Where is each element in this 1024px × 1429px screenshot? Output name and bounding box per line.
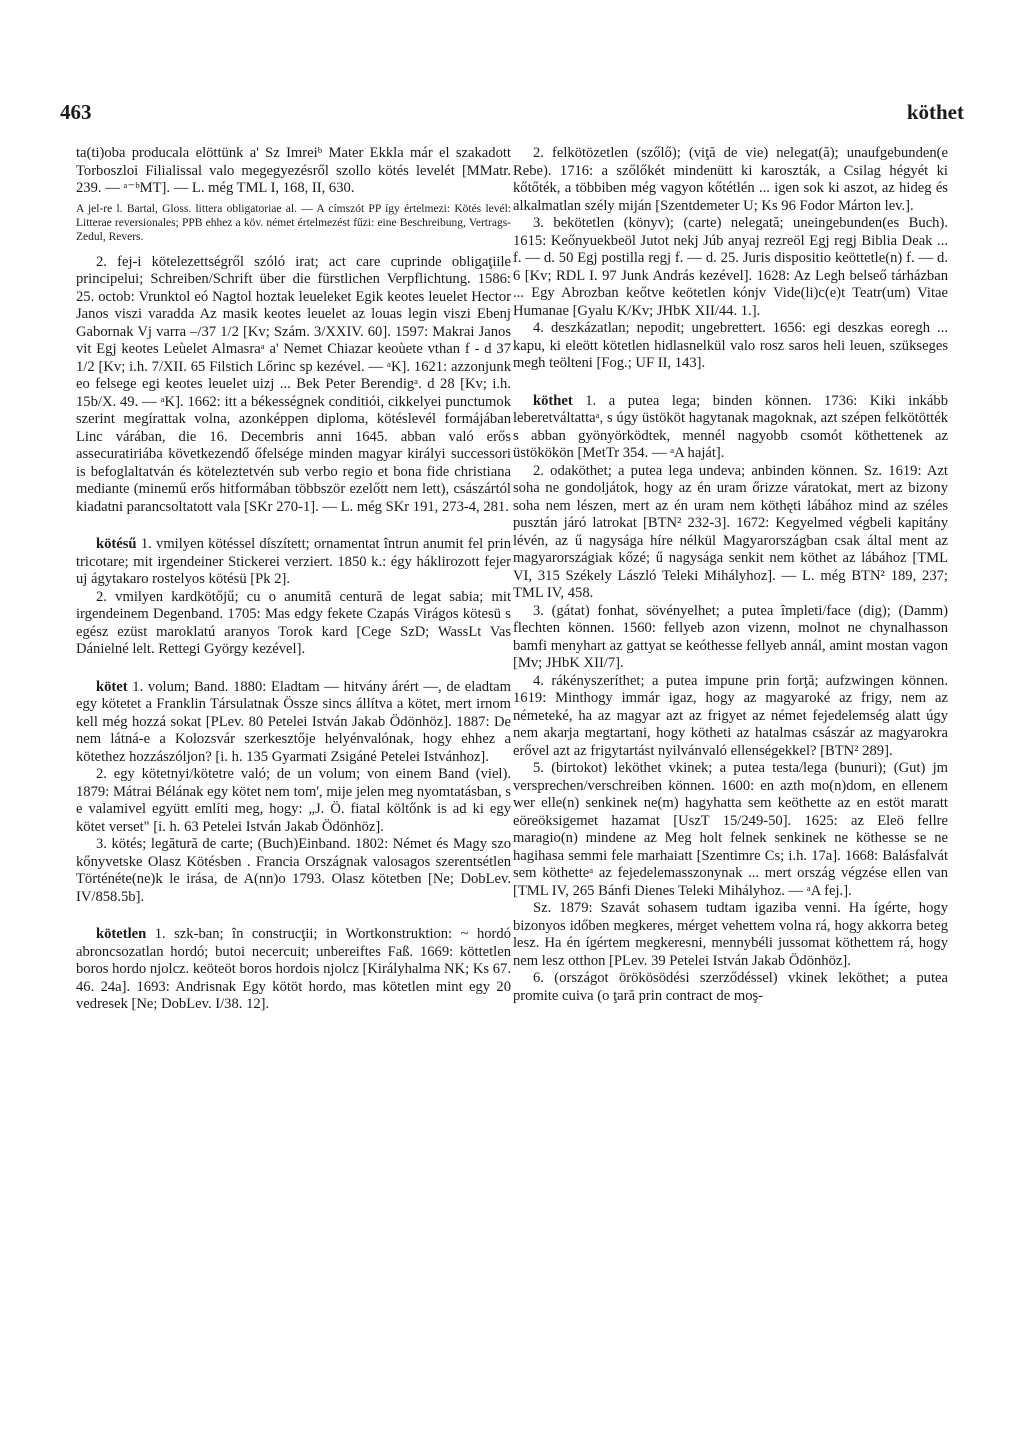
entry-kotet-2: 2. egy kötetnyi/kötetre való; de un volum; von einem Band (viel). 1879: Mátrai Bélának egy kötet nem tom', mije jelen meg nyomtatásban, s e valamivel együtt említi meg, hogy: „J. Ö. fiatal költőnk is ad ki egy kötet verset" [i. h. 63 Petelei István Jakab Ödönhöz]. bbox=[76, 766, 511, 835]
entry-kotetlen-3: 3. bekötetlen (könyv); (carte) nelegată; uneingebunden(es Buch). 1615: Keőnyuekbeöl Jutot nekj Júb anyaj rezreöl Egj regj Biblia Deak ... f. — d. 50 Egj postilla regj f. — d. 25. Juris dispositio keöttetle(n) f. — d. 6 [Kv; RDL I. 97 Junk András kezével]. 1628: Az Legh belseő tárházban ... Egy Abrozban keőtve keötetlen kónjv Vide(li)c(e)t Teatr(um) Vitae Humanae [Gyalu K/Kv; JHbK XII/44. 1.]. bbox=[513, 215, 948, 319]
entry-kotetlen-4: 4. deszkázatlan; nepodit; ungebrettert. 1656: egi deszkas eoregh ... kapu, ki eleött kötetlen hidlasnelkül valo rosz saros heli leuen, szükseges megh teölteni [Fog.; UF II, 143]. bbox=[513, 320, 948, 371]
intro-sense-2: 2. fej-i kötelezettségről szóló irat; act care cuprinde obligaţiile principelui; Schreiben/Schrift über die fürstlichen Verpflichtung. 1586: 25. octob: Vrunktol eó Nagtol hoztak leueleket Egik keotes leuelet Hector Janos viszi varadda Az masik keotes leuelet az louas legin viszi Ebenj Gabornak Vj varra –/37 1/2 [Kv; Szám. 3/XXIV. 60]. 1597: Makrai Janos vit Egj keotes Leùelet Almasraᵃ a' Nemet Chiazar keoùete vthan f - d 37 1/2 [Kv; i.h. 7/XII. 65 Filstich Lőrinc sp kezével. — ᵃK]. 1621: azzonjunk eo felsege egi keotes leuelet uizj ... Bek Peter Berendigᵃ. d 28 [Kv; i.h. 15b/X. 49. — ᵃK]. 1662: itt a békességnek conditiói, cikkelyei punctumok szerint megírattak volna, azonképpen diploma, kötéslevél formájában Linc várában, die 16. Decembris anni 1645. abban való erős assecuratiriába következendő őfelsége minden magyar királyi successori is befoglaltatván és köteleztetvén sub verbo regio et bona fide christiana mediante (minemű erős hitformában többször ezelőtt nem lett), császártól kiadatni parancsoltatott vala [SKr 270-1]. — L. még SKr 191, 273-4, 281. bbox=[76, 253, 511, 515]
headword: kötésű bbox=[96, 536, 137, 553]
entry-kothet-1: köthet 1. a putea lega; binden können. 1736: Kiki inkább leberetváltattaᵃ, s úgy üstököt hagytanak magoknak, azt szépen felkötötték s abban gyönyörködtek, mennél nagyobb csomót köthettenek az üstökökön [MetTr 354. — ᵃA haját]. bbox=[513, 392, 948, 461]
intro-text: ta(ti)oba producala elöttünk a' Sz Imreiᵇ Mater Ekkla már el szakadott Torboszloi Filialissal valo megegyezésről szollo kötés levelét [MMatr. 239. — ᵃ⁻ᵇMT]. — L. még TML I, 168, II, 630. bbox=[76, 145, 511, 196]
entry-kotetlen-1: kötetlen 1. szk-ban; în construcţii; in Wortkonstruktion: ~ hordó abroncsozatlan hordó; butoi necercuit; unbereiftes Faß. 1669: köttetlen boros hordo njolcz. keöteöt boros hordois njolcz [Királyhalma NK; Ks 67. 46. 24a]. 1693: Andrisnak Egy kötöt hordo, mas kötetlen mint egy 20 vedresek [Ne; DobLev. I/38. 12]. bbox=[76, 926, 511, 1013]
left-column bbox=[76, 145, 511, 1014]
page-number: 463 bbox=[60, 100, 92, 124]
headword: kötetlen bbox=[96, 926, 147, 943]
entry-kotetlen-2: 2. felkötözetlen (szőlő); (viţă de vie) nelegat(ă); unaufgebunden(e Rebe). 1716: a szőlőkét mindenütt ki karoszták, a Csilag hégyét ki kőtőték, a többiben még vagyon kőtétlén ... igen sok ki aszot, az hideg és alkalmatlan szély miján [Szentdemeter U; Ks 96 Fodor Márton lev.]. bbox=[513, 145, 948, 214]
entry-kothet-2: 2. odaköthet; a putea lega undeva; anbinden können. Sz. 1619: Azt soha ne gondoljátok, hogy az én uram őrizze váratokat, mert az bizony soha nem lészen, mert az én uram nem köthęti lábához mind az széles pusztán járó latrokat [BTN² 232-3]. 1672: Kegyelmed végbeli kapitány lévén, az ű nagysága híre nélkül Magyarországban csak által ment az magyarországiak kőzé; ű nagysága senkit nem köthet az lábához [TML VI, 315 Székely László Teleki Mihályhoz]. — L. még BTN² 189, 237; TML IV, 458. bbox=[513, 462, 948, 601]
entry-kotet-1: kötet 1. volum; Band. 1880: Eladtam — hitvány árért —, de eladtam egy kötetet a Franklin Társulatnak Össze sincs állítva a kötet, mert irnom kell még hozzá sokat [PLev. 80 Petelei István Jakab Ödönhöz]. 1887: De nem látná-e a Kolozsvár szerkesztője helyénvalónak, hogy ehhez a kötethez hozzászóljon? [i. h. 135 Gyarmati Zsigáné Petelei Istvánhoz]. bbox=[76, 678, 511, 765]
entry-kotet-3: 3. kötés; legătură de carte; (Buch)Einband. 1802: Német és Magy szo kőnyvetske Olasz Kötésben . Francia Országnak valosagos szerentsétlen Történéte(ne)k le irása, de A(nn)o 1793. Olasz kötetben [Ne; DobLev. IV/858.5b]. bbox=[76, 836, 511, 905]
entry-kothet-3: 3. (gátat) fonhat, sövényelhet; a putea împleti/face (dig); (Damm) flechten können. 1560: fellyeb azon vizenn, molnot ne chynalhasson bamfi menyhart az gattyat se keóthesse fellyeb annál, amint mostan vagon [Mv; JHbK XII/7]. bbox=[513, 602, 948, 671]
headword: kötet bbox=[96, 678, 128, 695]
entry-kothet-5: 5. (birtokot) leköthet vkinek; a putea testa/lega (bunuri); (Gut) jm versprechen/verschreiben können. 1600: en azth mo(n)dom, en ellenem wer elle(n) senkinek ne(m) hagyhatta sem keöthette az en estöt maratt eöreöksigemet hazamat [UszT 15/249-50]. 1625: az Eleö fellre maragio(n) mindene az Meg holt felnek senkinek ne köthesse se ne hagihasa semmi fele marhaiatt [Szentimre Cs; i.h. 17a]. 1668: Balásfalvát sem köthetteᵃ az fejedelemasszonynak ... mert ország végzése ellen van [TML IV, 265 Bánfi Dienes Teleki Mihályhoz. — ᵃA fej.]. bbox=[513, 760, 948, 899]
running-head: köthet bbox=[906, 100, 964, 124]
entry-kothet-6: 6. (országot örökösödési szerződéssel) vkinek leköthet; a putea promite cuiva (o ţară prin contract de moş- bbox=[513, 970, 948, 1004]
page-header bbox=[60, 100, 964, 140]
intro-note: A jel-re l. Bartal, Gloss. littera obligatoriae al. — A címszót PP így értelmezi: Kötés levél: Litterae reversionales; PPB ehhez a köv. német értelmezést fűzi: eine Beschreibung, Vertrags-Zedul, Revers. bbox=[76, 202, 511, 243]
entry-kothet-sz: Sz. 1879: Szavát sohasem tudtam igaziba venni. Ha ígérte, hogy bizonyos időben megkeres, mérget vehettem volna rá, hogy akkorra beteg lesz. Ha én ígértem megkeresni, mennybéli jussomat köthettem rá, hogy nem lesz otthon [PLev. 39 Petelei István Jakab Ödönhöz]. bbox=[513, 900, 948, 969]
entry-kotesu-2: 2. vmilyen kardkötőjű; cu o anumită centură de legat sabia; mit irgendeinem Degenband. 1705: Mas edgy fekete Czapás Virágos kötesü s egész ezüst maroklatú aranyos Torok kard [Cege SzD; WassLt Vas Dánielné lelt. Rettegi György kezével]. bbox=[76, 588, 511, 658]
headword: köthet bbox=[533, 392, 573, 409]
right-column bbox=[513, 145, 948, 1005]
entry-kotesu-1: kötésű 1. vmilyen kötéssel díszített; ornamentat întrun anumit fel prin tricotare; mit irgendeiner Stickerei verziert. 1850 k.: égy háklirozott fejer uj ágytakaro rostelyos kötésü [Pk 2]. bbox=[76, 536, 511, 588]
entry-kothet-4: 4. rákényszeríthet; a putea impune prin forţă; aufzwingen können. 1619: Minthogy immár igaz, hogy az magyaroké az frigy, nem az németeké, ha az magyar azt az frigyet az német fejedelemség alatt úgy nem akarja megtartani, hogy kötheti az hatalmas császár az magyarokra erővel azt az frigytartást nyilvánvaló ellenségekkel? [BTN² 289]. bbox=[513, 672, 948, 759]
